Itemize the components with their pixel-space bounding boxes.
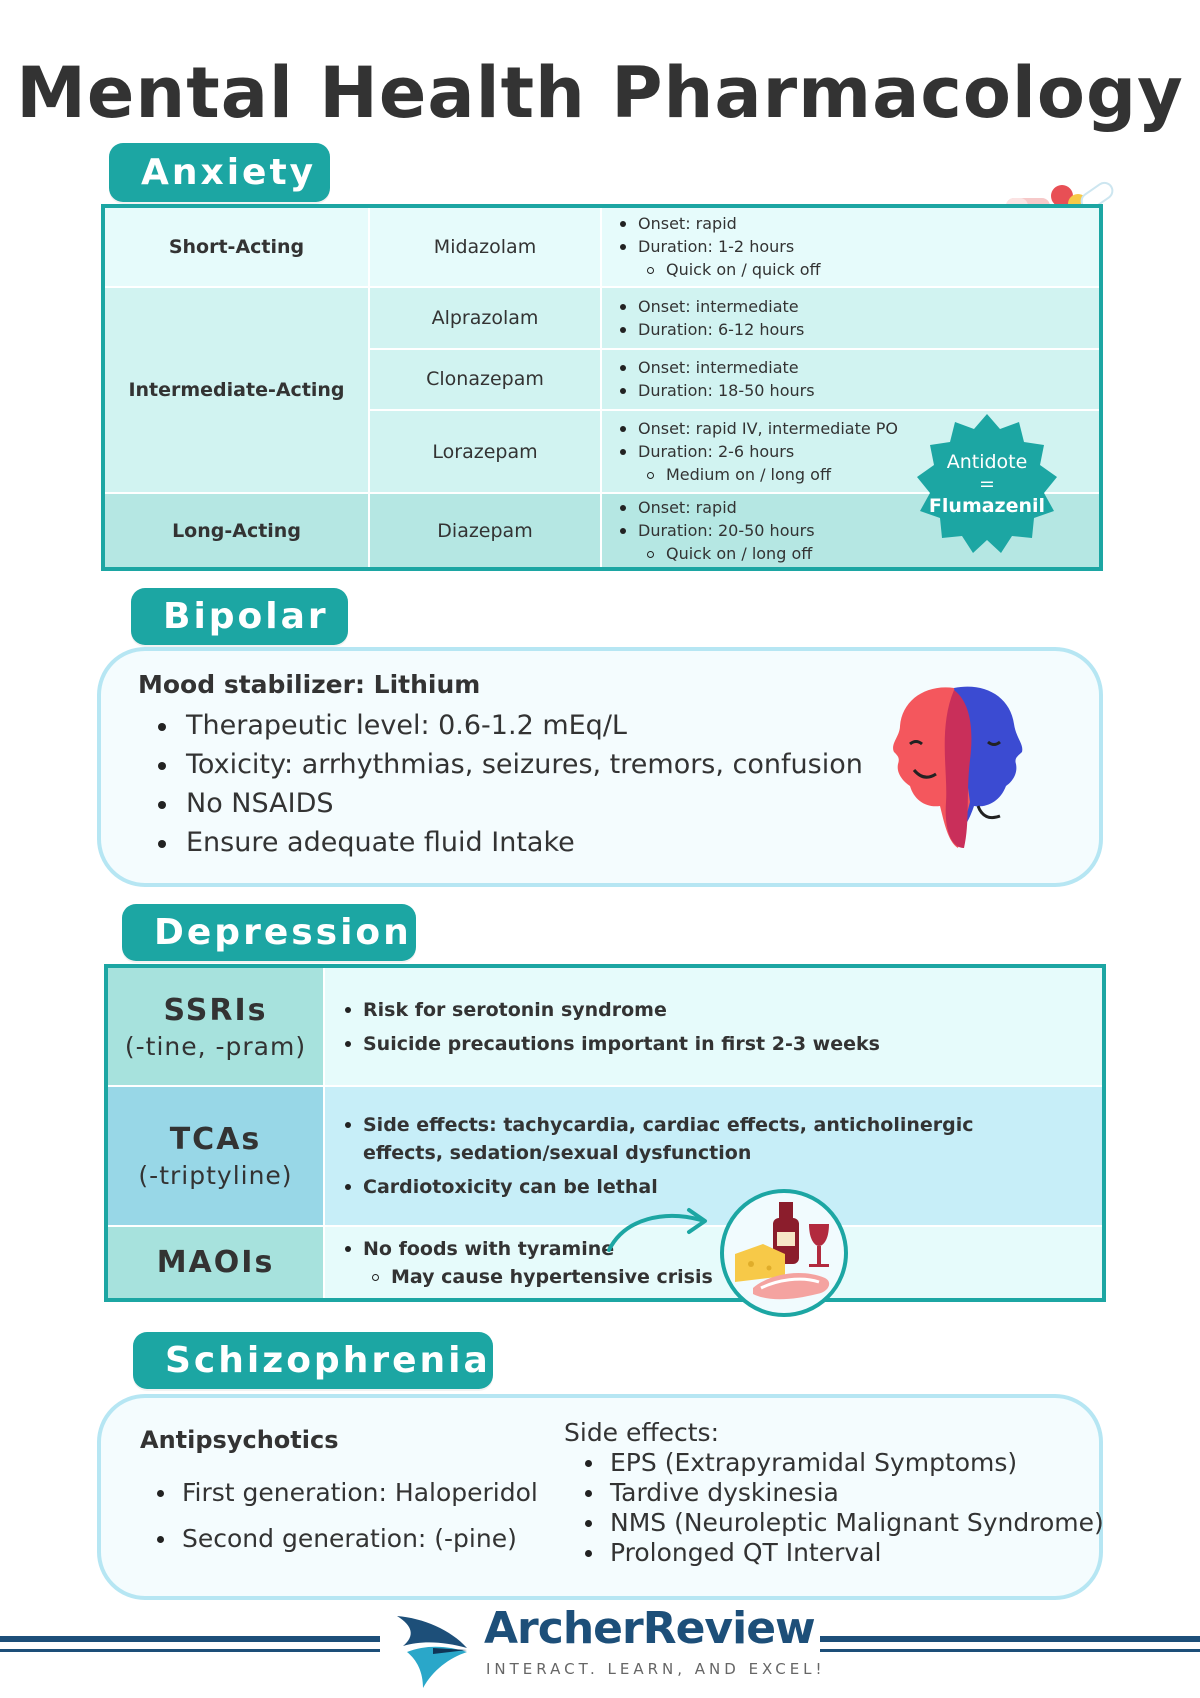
maoi-class <box>106 1226 324 1300</box>
footer-line-left-thin <box>0 1649 380 1652</box>
list-item: Duration: 2-6 hours <box>614 440 1099 463</box>
drug-name: Clonazepam <box>369 349 601 411</box>
antidote-badge <box>912 410 1062 560</box>
list-item: Duration: 20-50 hours <box>614 519 1099 542</box>
list-item: Onset: rapid <box>614 496 1099 519</box>
footer-line-right-thin <box>820 1649 1200 1652</box>
list-item: Duration: 1-2 hours <box>614 235 1099 258</box>
drug-info <box>601 287 1101 349</box>
ssri-class <box>106 966 324 1086</box>
list-sub-item: Medium on / long off <box>614 463 1099 486</box>
anxiety-heading: Anxiety <box>109 143 330 202</box>
list-item: Toxicity: arrhythmias, seizures, tremors, confusion <box>150 745 863 784</box>
brand-name <box>484 1603 815 1654</box>
list-item: Risk for serotonin syndrome <box>339 996 1102 1024</box>
class-suffix: (-triptyline) <box>138 1161 293 1190</box>
antidote-equals: = <box>979 473 995 495</box>
drug-name: Lorazepam <box>369 410 601 493</box>
bipolar-heading: Bipolar <box>131 588 348 645</box>
drug-class: Intermediate-Acting <box>103 287 369 493</box>
list-item: Tardive dyskinesia <box>580 1478 1104 1508</box>
class-name: SSRIs <box>163 992 268 1028</box>
tca-class <box>106 1086 324 1226</box>
bipolar-title: Mood stabilizer: Lithium <box>138 670 481 699</box>
table-row <box>103 206 1101 287</box>
list-item: Side effects: tachycardia, cardiac effects, anticholinergic effects, sedation/sexual dysfunction <box>339 1111 1022 1167</box>
drug-name: Alprazolam <box>369 287 601 349</box>
list-item: Onset: rapid <box>614 212 1099 235</box>
list-item: No NSAIDS <box>150 784 863 823</box>
list-item: Onset: rapid IV, intermediate PO <box>614 417 1099 440</box>
antipsychotics-list <box>152 1470 538 1562</box>
drug-name: Diazepam <box>369 493 601 569</box>
brand-tagline: INTERACT. LEARN, AND EXCEL! <box>486 1660 826 1678</box>
drug-info <box>601 349 1101 411</box>
footer-line-right <box>820 1636 1200 1642</box>
bipolar-list <box>150 706 863 862</box>
archer-logo-icon <box>393 1608 473 1690</box>
list-item: EPS (Extrapyramidal Symptoms) <box>580 1448 1104 1478</box>
drug-class: Short-Acting <box>103 206 369 287</box>
list-item: No foods with tyramine <box>339 1235 1102 1263</box>
drug-info <box>601 206 1101 287</box>
arrow-icon <box>605 1204 715 1254</box>
list-item: Onset: intermediate <box>614 295 1099 318</box>
list-item: Duration: 18-50 hours <box>614 379 1099 402</box>
list-item: Duration: 6-12 hours <box>614 318 1099 341</box>
list-sub-item: Quick on / quick off <box>614 258 1099 281</box>
list-item: Suicide precautions important in first 2-3 weeks <box>339 1030 1102 1058</box>
drug-name: Midazolam <box>369 206 601 287</box>
antidote-label: Antidote <box>946 451 1028 473</box>
depression-heading: Depression <box>122 904 416 961</box>
side-effects-list <box>580 1448 1104 1568</box>
page-title: Mental Health Pharmacology <box>16 52 1184 134</box>
two-faces-icon <box>874 682 1030 852</box>
list-sub-item: Quick on / long off <box>614 542 1099 565</box>
antidote-drug: Flumazenil <box>928 495 1046 517</box>
list-item: Cardiotoxicity can be lethal <box>339 1173 1022 1201</box>
list-item: Therapeutic level: 0.6-1.2 mEq/L <box>150 706 863 745</box>
brand-part-archer: Archer <box>484 1603 643 1654</box>
list-item: First generation: Haloperidol <box>152 1470 538 1516</box>
list-item: Onset: intermediate <box>614 356 1099 379</box>
list-item: Ensure adequate fluid Intake <box>150 823 863 862</box>
table-row <box>106 966 1104 1086</box>
brand-part-review: Review <box>642 1603 815 1654</box>
ssri-info <box>324 966 1104 1086</box>
footer-line-left <box>0 1636 380 1642</box>
schizophrenia-heading: Schizophrenia <box>133 1332 493 1389</box>
class-name: MAOIs <box>156 1245 275 1280</box>
list-sub-item: May cause hypertensive crisis <box>339 1263 1102 1291</box>
list-item: NMS (Neuroleptic Malignant Syndrome) <box>580 1508 1104 1538</box>
side-effects-title: Side effects: <box>564 1418 719 1447</box>
antipsychotics-title: Antipsychotics <box>140 1426 339 1454</box>
class-name: TCAs <box>169 1122 262 1157</box>
tyramine-foods-icon <box>717 1188 851 1318</box>
list-item: Prolonged QT Interval <box>580 1538 1104 1568</box>
drug-class: Long-Acting <box>103 493 369 569</box>
class-suffix: (-tine, -pram) <box>124 1031 307 1061</box>
table-row <box>103 287 1101 349</box>
list-item: Second generation: (-pine) <box>152 1516 538 1562</box>
